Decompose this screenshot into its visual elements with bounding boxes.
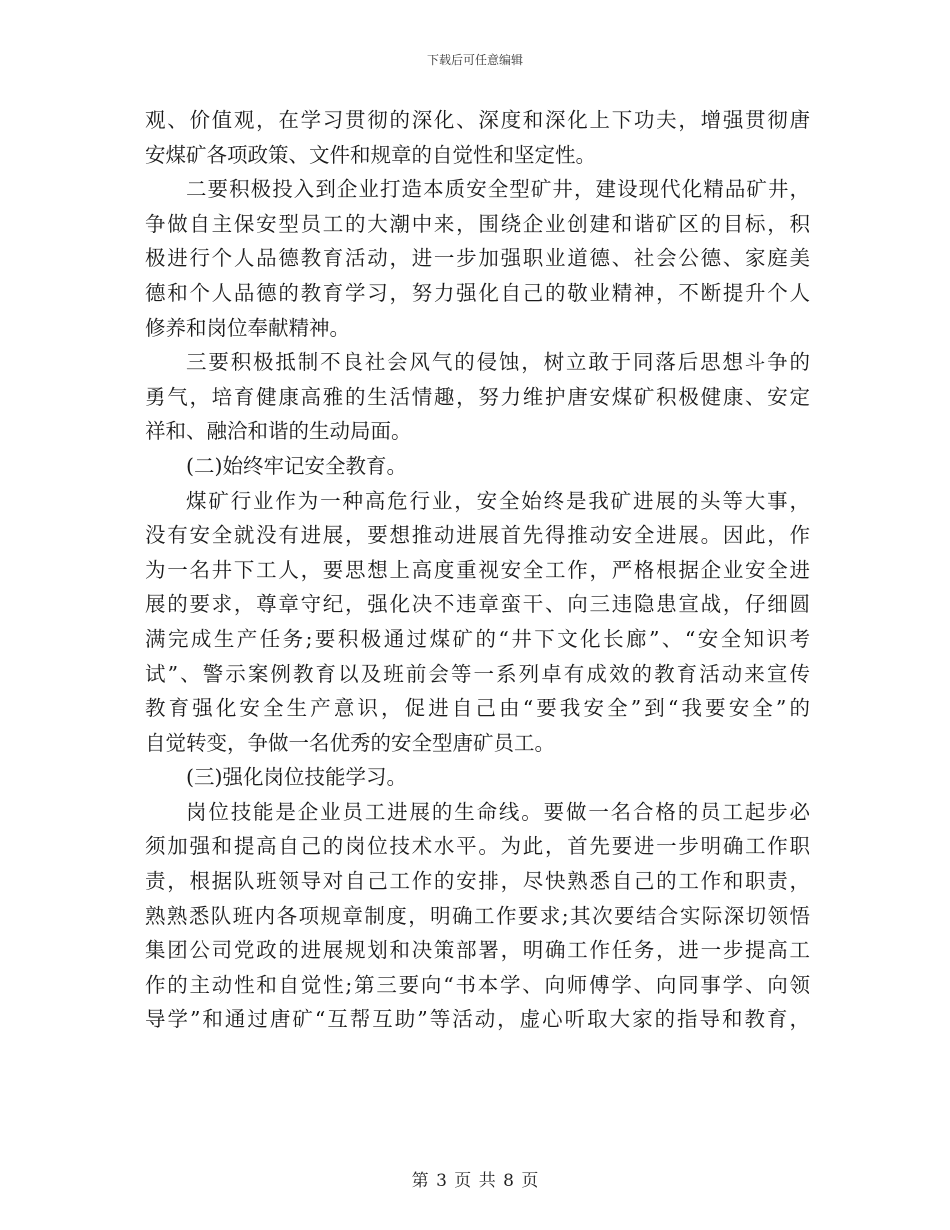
text-line: 祥和、融洽和谐的生动局面。 (145, 419, 412, 444)
text-line: 导学”和通过唐矿“互帮互助”等活动，虚心听取大家的指导和教育， (145, 1007, 810, 1032)
text-line: (二)始终牢记安全教育。 (186, 453, 407, 478)
text-line: 三要积极抵制不良社会风气的侵蚀，树立敢于同落后思想斗争的 (186, 350, 810, 375)
text-line: 展的要求，尊章守纪，强化决不违章蛮干、向三违隐患宣战，仔细圆 (145, 592, 810, 617)
paragraph (145, 172, 810, 345)
text-line: 安煤矿各项政策、文件和规章的自觉性和坚定性。 (145, 142, 596, 167)
paragraph (145, 345, 810, 449)
text-line: 修养和岗位奉献精神。 (145, 315, 350, 340)
paragraph (145, 760, 810, 795)
text-line: 二要积极投入到企业打造本质安全型矿井，建设现代化精品矿井， (186, 177, 810, 202)
text-line: 没有安全就没有进展，要想推动进展首先得推动安全进展。因此，作 (145, 523, 810, 548)
text-line: 自觉转变，争做一名优秀的安全型唐矿员工。 (145, 730, 555, 755)
text-line: (三)强化岗位技能学习。 (186, 765, 407, 790)
text-line: 责，根据队班领导对自己工作的安排，尽快熟悉自己的工作和职责， (145, 869, 810, 894)
text-line: 集团公司党政的进展规划和决策部署，明确工作任务，进一步提高工 (145, 938, 810, 963)
text-line: 试”、警示案例教育以及班前会等一系列卓有成效的教育活动来宣传 (145, 661, 810, 686)
text-line: 勇气，培育健康高雅的生活情趣，努力维护唐安煤矿积极健康、安定 (145, 384, 810, 409)
page-header: 下载后可任意编辑 (426, 53, 523, 67)
text-line: 为一名井下工人，要思想上高度重视安全工作，严格根据企业安全进 (145, 557, 810, 582)
text-line: 极进行个人品德教育活动，进一步加强职业道德、社会公德、家庭美 (145, 246, 810, 271)
text-line: 岗位技能是企业员工进展的生命线。要做一名合格的员工起步必 (186, 799, 810, 824)
text-line: 争做自主保安型员工的大潮中来，围绕企业创建和谐矿区的目标，积 (145, 211, 810, 236)
page-footer: 第 3 页 共 8 页 (411, 1171, 539, 1191)
text-line: 煤矿行业作为一种高危行业，安全始终是我矿进展的头等大事， (186, 488, 810, 513)
document-body (145, 103, 810, 1037)
text-line: 满完成生产任务;要积极通过煤矿的“井下文化长廊”、“安全知识考 (145, 626, 810, 651)
text-line: 教育强化安全生产意识，促进自己由“要我安全”到“我要安全”的 (145, 696, 810, 721)
paragraph (145, 103, 810, 172)
paragraph (145, 795, 810, 1037)
text-line: 作的主动性和自觉性;第三要向“书本学、向师傅学、向同事学、向领 (145, 972, 810, 997)
text-line: 熟熟悉队班内各项规章制度，明确工作要求;其次要结合实际深切领悟 (145, 903, 810, 928)
text-line: 德和个人品德的教育学习，努力强化自己的敬业精神，不断提升个人 (145, 280, 810, 305)
paragraph (145, 484, 810, 761)
text-line: 须加强和提高自己的岗位技术水平。为此，首先要进一步明确工作职 (145, 834, 810, 859)
text-line: 观、价值观，在学习贯彻的深化、深度和深化上下功夫，增强贯彻唐 (145, 108, 810, 132)
paragraph (145, 449, 810, 484)
